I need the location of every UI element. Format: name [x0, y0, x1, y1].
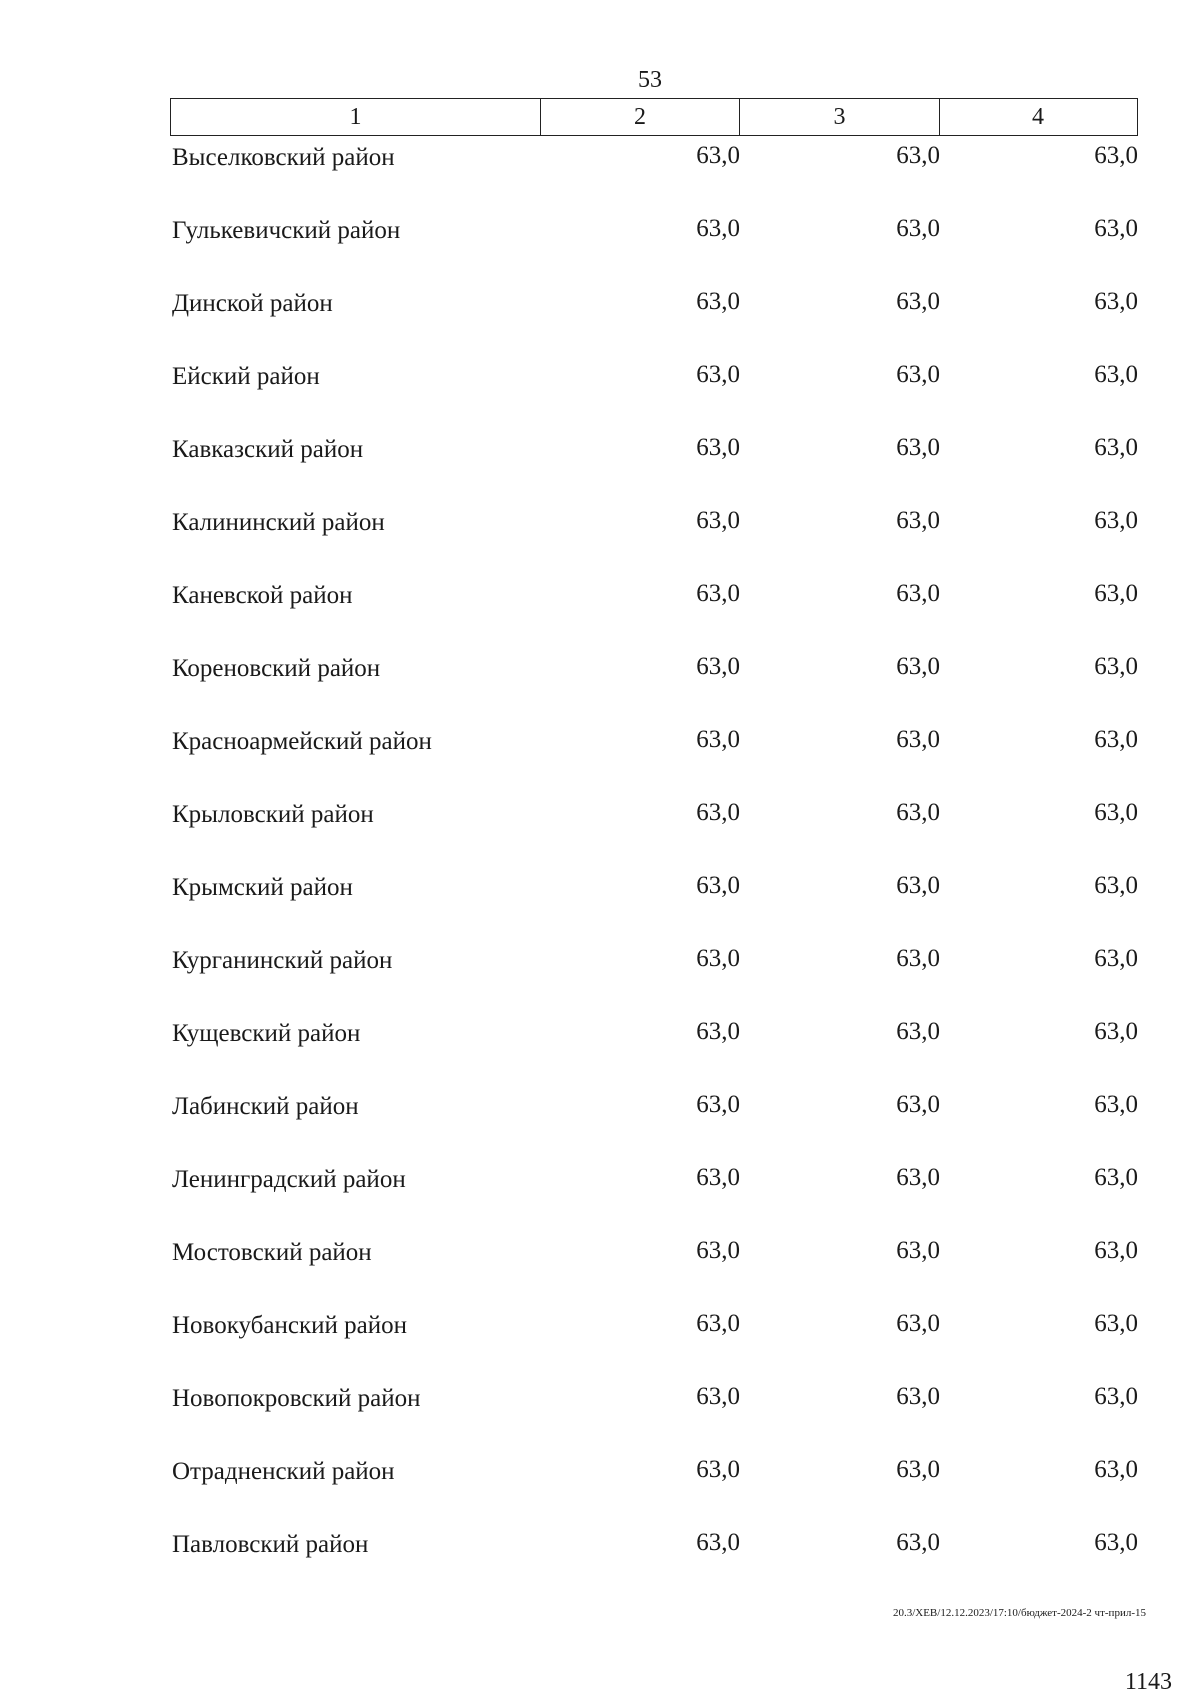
district-name: Новокубанский район: [172, 1312, 407, 1339]
value-col-2: 63,0: [696, 1310, 740, 1337]
value-col-3: 63,0: [896, 580, 940, 607]
value-col-2: 63,0: [696, 142, 740, 169]
table-row: [170, 1306, 1138, 1379]
header-cell-2: 2: [541, 99, 740, 135]
value-col-4: 63,0: [1094, 872, 1138, 899]
value-col-2: 63,0: [696, 580, 740, 607]
district-name: Новопокровский район: [172, 1385, 421, 1412]
district-name: Отрадненский район: [172, 1458, 395, 1485]
value-col-2: 63,0: [696, 872, 740, 899]
value-col-4: 63,0: [1094, 1164, 1138, 1191]
district-name: Динской район: [172, 290, 333, 317]
value-col-4: 63,0: [1094, 1091, 1138, 1118]
table-row: [170, 868, 1138, 941]
value-col-4: 63,0: [1094, 1529, 1138, 1556]
table-row: [170, 211, 1138, 284]
value-col-4: 63,0: [1094, 1018, 1138, 1045]
value-col-2: 63,0: [696, 1529, 740, 1556]
table-row: [170, 1525, 1138, 1598]
value-col-3: 63,0: [896, 1529, 940, 1556]
table-row: [170, 1160, 1138, 1233]
value-col-2: 63,0: [696, 799, 740, 826]
table-row: [170, 1233, 1138, 1306]
table-row: [170, 1014, 1138, 1087]
sheet-number: 1143: [1124, 1669, 1172, 1695]
value-col-4: 63,0: [1094, 945, 1138, 972]
district-name: Курганинский район: [172, 947, 393, 974]
district-name: Калининский район: [172, 509, 385, 536]
district-name: Крыловский район: [172, 801, 374, 828]
header-cell-3: 3: [740, 99, 940, 135]
district-name: Выселковский район: [172, 144, 395, 171]
value-col-2: 63,0: [696, 1018, 740, 1045]
value-col-3: 63,0: [896, 1310, 940, 1337]
table-row: [170, 357, 1138, 430]
value-col-3: 63,0: [896, 872, 940, 899]
district-name: Кавказский район: [172, 436, 364, 463]
table-row: [170, 1087, 1138, 1160]
district-name: Павловский район: [172, 1531, 369, 1558]
district-name: Крымский район: [172, 874, 353, 901]
table-row: [170, 284, 1138, 357]
table-row: [170, 722, 1138, 795]
value-col-3: 63,0: [896, 945, 940, 972]
table-row: [170, 795, 1138, 868]
value-col-2: 63,0: [696, 215, 740, 242]
table-body: [170, 138, 1138, 1598]
value-col-4: 63,0: [1094, 434, 1138, 461]
district-name: Каневской район: [172, 582, 353, 609]
value-col-2: 63,0: [696, 653, 740, 680]
value-col-2: 63,0: [696, 507, 740, 534]
table-row: [170, 576, 1138, 649]
district-name: Гулькевичский район: [172, 217, 401, 244]
value-col-4: 63,0: [1094, 726, 1138, 753]
value-col-3: 63,0: [896, 1456, 940, 1483]
header-cell-4: 4: [1032, 104, 1044, 130]
value-col-2: 63,0: [696, 288, 740, 315]
value-col-4: 63,0: [1094, 799, 1138, 826]
value-col-2: 63,0: [696, 1237, 740, 1264]
value-col-2: 63,0: [696, 1091, 740, 1118]
table-row: [170, 138, 1138, 211]
value-col-4: 63,0: [1094, 215, 1138, 242]
value-col-4: 63,0: [1094, 1456, 1138, 1483]
value-col-3: 63,0: [896, 726, 940, 753]
district-name: Красноармейский район: [172, 728, 432, 755]
value-col-4: 63,0: [1094, 653, 1138, 680]
value-col-3: 63,0: [896, 361, 940, 388]
value-col-3: 63,0: [896, 1018, 940, 1045]
value-col-3: 63,0: [896, 288, 940, 315]
table-header: [170, 98, 1138, 136]
value-col-2: 63,0: [696, 1164, 740, 1191]
value-col-2: 63,0: [696, 726, 740, 753]
value-col-4: 63,0: [1094, 580, 1138, 607]
value-col-4: 63,0: [1094, 1383, 1138, 1410]
value-col-4: 63,0: [1094, 288, 1138, 315]
district-name: Лабинский район: [172, 1093, 359, 1120]
table-row: [170, 941, 1138, 1014]
value-col-4: 63,0: [1094, 1310, 1138, 1337]
district-name: Кореновский район: [172, 655, 381, 682]
value-col-2: 63,0: [696, 945, 740, 972]
table-row: [170, 1452, 1138, 1525]
value-col-3: 63,0: [896, 1091, 940, 1118]
value-col-3: 63,0: [896, 507, 940, 534]
table-row: [170, 1379, 1138, 1452]
district-name: Кущевский район: [172, 1020, 361, 1047]
value-col-2: 63,0: [696, 1456, 740, 1483]
value-col-3: 63,0: [896, 799, 940, 826]
value-col-3: 63,0: [896, 142, 940, 169]
value-col-4: 63,0: [1094, 142, 1138, 169]
table-row: [170, 430, 1138, 503]
page-number: 53: [638, 67, 662, 93]
value-col-2: 63,0: [696, 361, 740, 388]
value-col-3: 63,0: [896, 1164, 940, 1191]
value-col-4: 63,0: [1094, 361, 1138, 388]
district-name: Ейский район: [172, 363, 320, 390]
value-col-3: 63,0: [896, 1383, 940, 1410]
value-col-2: 63,0: [696, 1383, 740, 1410]
footer-document-code: 20.3/ХЕВ/12.12.2023/17:10/бюджет-2024-2 чт-прил-15: [892, 1607, 1146, 1619]
value-col-3: 63,0: [896, 434, 940, 461]
district-name: Ленинградский район: [172, 1166, 406, 1193]
value-col-3: 63,0: [896, 1237, 940, 1264]
header-cell-1: 1: [171, 99, 541, 135]
value-col-3: 63,0: [896, 215, 940, 242]
table-row: [170, 649, 1138, 722]
value-col-4: 63,0: [1094, 1237, 1138, 1264]
value-col-3: 63,0: [896, 653, 940, 680]
district-name: Мостовский район: [172, 1239, 372, 1266]
value-col-4: 63,0: [1094, 507, 1138, 534]
value-col-2: 63,0: [696, 434, 740, 461]
table-row: [170, 503, 1138, 576]
